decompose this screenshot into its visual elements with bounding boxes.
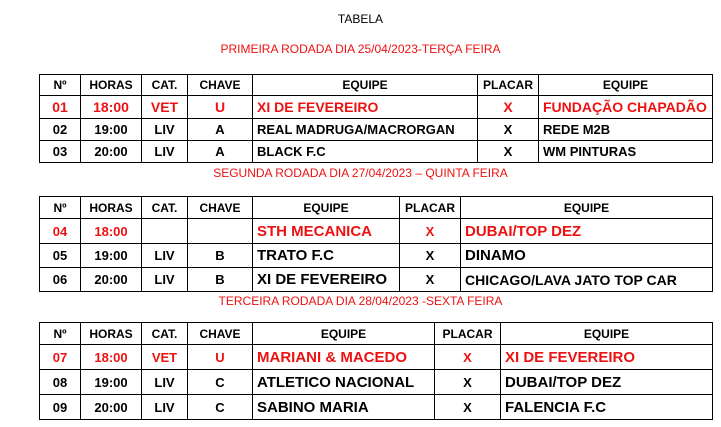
header-horas: HORAS bbox=[81, 75, 142, 96]
match-team-1: TRATO F.C bbox=[253, 244, 400, 268]
header-cat: CAT. bbox=[142, 323, 188, 345]
match-team-1: ATLETICO NACIONAL bbox=[253, 370, 435, 395]
match-group: U bbox=[188, 96, 253, 119]
match-time: 18:00 bbox=[81, 96, 142, 119]
header-equipe-1: EQUIPE bbox=[253, 197, 400, 219]
match-time: 20:00 bbox=[81, 268, 142, 292]
table-row bbox=[40, 119, 713, 141]
header-cat: CAT. bbox=[142, 75, 188, 96]
header-num: Nº bbox=[40, 197, 81, 219]
match-team-2: DUBAI/TOP DEZ bbox=[461, 219, 713, 244]
header-placar: PLACAR bbox=[478, 75, 539, 96]
header-horas: HORAS bbox=[81, 197, 142, 219]
match-num: 06 bbox=[40, 268, 81, 292]
header-placar: PLACAR bbox=[400, 197, 461, 219]
header-equipe-1: EQUIPE bbox=[253, 75, 478, 96]
match-team-1: MARIANI & MACEDO bbox=[253, 345, 435, 370]
round-3-title: TERCEIRA RODADA DIA 28/04/2023 -SEXTA FEIRA bbox=[218, 294, 503, 308]
match-score: X bbox=[400, 268, 461, 292]
match-category: LIV bbox=[142, 268, 188, 292]
match-num: 05 bbox=[40, 244, 81, 268]
match-team-2: DINAMO bbox=[461, 244, 713, 268]
match-score: X bbox=[435, 345, 501, 370]
match-num: 02 bbox=[40, 119, 81, 141]
match-num: 04 bbox=[40, 219, 81, 244]
match-category bbox=[142, 219, 188, 244]
match-num: 09 bbox=[40, 395, 81, 420]
table-header-row bbox=[40, 75, 713, 96]
page-title: TABELA bbox=[337, 12, 384, 26]
match-category: LIV bbox=[142, 395, 188, 420]
header-cat: CAT. bbox=[142, 197, 188, 219]
match-score: X bbox=[478, 119, 539, 141]
match-score: X bbox=[435, 395, 501, 420]
match-category: VET bbox=[142, 96, 188, 119]
match-group: B bbox=[188, 244, 253, 268]
match-team-1: SABINO MARIA bbox=[253, 395, 435, 420]
match-num: 07 bbox=[40, 345, 81, 370]
match-category: LIV bbox=[142, 244, 188, 268]
match-team-1: STH MECANICA bbox=[253, 219, 400, 244]
match-num: 08 bbox=[40, 370, 81, 395]
header-equipe-2: EQUIPE bbox=[461, 197, 713, 219]
match-category: LIV bbox=[142, 119, 188, 141]
header-num: Nº bbox=[40, 323, 81, 345]
match-num: 01 bbox=[40, 96, 81, 119]
match-time: 20:00 bbox=[81, 395, 142, 420]
table-row bbox=[40, 370, 713, 395]
match-time: 18:00 bbox=[81, 219, 142, 244]
round-1-table bbox=[39, 74, 713, 163]
match-score: X bbox=[400, 219, 461, 244]
header-chave: CHAVE bbox=[188, 75, 253, 96]
match-group: A bbox=[188, 119, 253, 141]
table-row bbox=[40, 244, 713, 268]
match-group: C bbox=[188, 395, 253, 420]
match-score: X bbox=[435, 370, 501, 395]
match-team-1: XI DE FEVEREIRO bbox=[253, 268, 400, 292]
match-group: C bbox=[188, 370, 253, 395]
table-row bbox=[40, 345, 713, 370]
round-2-title: SEGUNDA RODADA DIA 27/04/2023 – QUINTA FEIRA bbox=[213, 166, 508, 180]
match-team-2: FALENCIA F.C bbox=[501, 395, 713, 420]
match-category: LIV bbox=[142, 141, 188, 163]
match-time: 20:00 bbox=[81, 141, 142, 163]
match-time: 19:00 bbox=[81, 244, 142, 268]
match-time: 18:00 bbox=[81, 345, 142, 370]
header-equipe-2: EQUIPE bbox=[501, 323, 713, 345]
header-chave: CHAVE bbox=[188, 323, 253, 345]
match-category: VET bbox=[142, 345, 188, 370]
match-score: X bbox=[478, 96, 539, 119]
match-time: 19:00 bbox=[81, 119, 142, 141]
header-equipe-1: EQUIPE bbox=[253, 323, 435, 345]
table-row bbox=[40, 96, 713, 119]
table-row bbox=[40, 395, 713, 420]
match-group: U bbox=[188, 345, 253, 370]
header-num: Nº bbox=[40, 75, 81, 96]
match-team-1: BLACK F.C bbox=[253, 141, 478, 163]
match-time: 19:00 bbox=[81, 370, 142, 395]
table-header-row bbox=[40, 197, 713, 219]
round-2-table bbox=[39, 196, 713, 292]
table-row bbox=[40, 219, 713, 244]
header-chave: CHAVE bbox=[188, 197, 253, 219]
match-team-2: WM PINTURAS bbox=[539, 141, 713, 163]
match-score: X bbox=[400, 244, 461, 268]
match-team-1: XI DE FEVEREIRO bbox=[253, 96, 478, 119]
match-team-2: XI DE FEVEREIRO bbox=[501, 345, 713, 370]
round-3-table bbox=[39, 322, 713, 420]
match-team-2: FUNDAÇÃO CHAPADÃO bbox=[539, 96, 713, 119]
match-group: A bbox=[188, 141, 253, 163]
table-row bbox=[40, 268, 713, 292]
header-placar: PLACAR bbox=[435, 323, 501, 345]
match-score: X bbox=[478, 141, 539, 163]
match-team-2: REDE M2B bbox=[539, 119, 713, 141]
match-group bbox=[188, 219, 253, 244]
match-num: 03 bbox=[40, 141, 81, 163]
match-team-2: CHICAGO/LAVA JATO TOP CAR bbox=[461, 268, 713, 292]
match-team-1: REAL MADRUGA/MACRORGAN bbox=[253, 119, 478, 141]
header-horas: HORAS bbox=[81, 323, 142, 345]
header-equipe-2: EQUIPE bbox=[539, 75, 713, 96]
match-group: B bbox=[188, 268, 253, 292]
table-row bbox=[40, 141, 713, 163]
match-team-2: DUBAI/TOP DEZ bbox=[501, 370, 713, 395]
match-category: LIV bbox=[142, 370, 188, 395]
round-1-title: PRIMEIRA RODADA DIA 25/04/2023-TERÇA FEIRA bbox=[220, 42, 501, 56]
table-header-row bbox=[40, 323, 713, 345]
